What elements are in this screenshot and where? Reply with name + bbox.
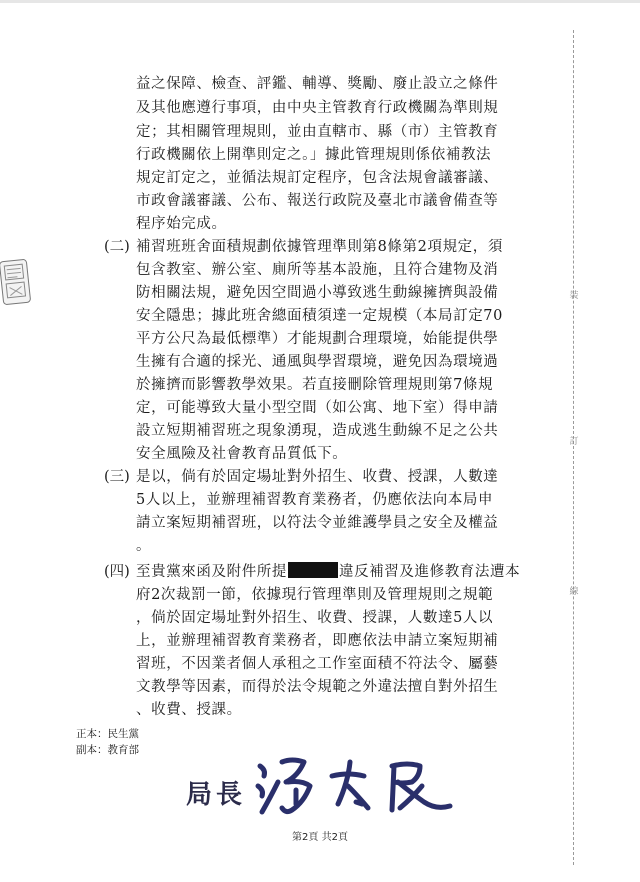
cc-copy: 副本：教育部 [76,744,139,756]
text-line: 習班，不因業者個人承租之工作室面積不符法令、屬藝 [136,656,499,672]
text-line: 安全隱患；據此班舍總面積須達一定規模（本局訂定70 [136,308,503,324]
director-signature [252,752,462,826]
text-line: 、收費、授課。 [136,702,242,718]
item-marker-3: (三) [104,469,130,485]
page-top-edge [0,0,640,3]
text-line: 益之保障、檢查、評鑑、輔導、獎勵、廢止設立之條件 [136,76,499,92]
text-line: 。 [136,538,152,554]
text-line: 請立案短期補習班，以符法令並維護學員之安全及權益 [136,515,499,531]
text-line: 設立短期補習班之現象湧現，造成逃生動線不足之公共 [136,423,499,439]
text-line: 定；其相關管理規則，並由直轄市、縣（市）主管教育 [136,124,499,140]
redaction-block [288,562,338,578]
text-line: 防相關法規，避免因空間過小導致逃生動線擁擠與設備 [136,285,499,301]
fold-mark-zhuang: 裝 [569,291,579,301]
text-line: 程序始完成。 [136,216,227,232]
item-marker-4: (四) [104,564,130,580]
item-marker-2: (二) [104,239,130,255]
text-line: 市政會議審議、公布、報送行政院及臺北市議會備查等 [136,193,499,209]
text-line: 是以，倘有於固定場址對外招生、收費、授課，人數達 [136,469,499,485]
text-line: 平方公尺為最低標準）才能規劃合理環境，始能提供學 [136,331,499,347]
text-line: 安全風險及社會教育品質低下。 [136,446,348,462]
text-line: 包含教室、辦公室、廁所等基本設施，且符合建物及消 [136,262,499,278]
text-line: 府2次裁罰一節，依據現行管理準則及管理規則之規範 [136,587,494,603]
page-number: 第2頁 共2頁 [292,832,348,843]
text-line: 生擁有合適的採光、通風與學習環境，避免因為環境過 [136,354,499,370]
text-line: 於擁擠而影響教學效果。若直接刪除管理規則第7條規 [136,377,494,393]
text-line-with-redaction [136,562,520,582]
fold-mark-xian: 線 [569,587,579,597]
text-line: 補習班班舍面積規劃依據管理準則第8條第2項規定，須 [136,239,503,255]
text-line: 及其他應遵行事項，由中央主管教育行政機關為準則規 [136,100,499,116]
cc-original: 正本：民生黨 [76,728,139,740]
text-line: 5人以上，並辦理補習教育業務者，仍應依法向本局申 [136,492,494,508]
binding-fold-line [573,30,574,865]
director-title: 局長 [186,780,247,810]
text-segment: 違反補習及進修教育法遭本 [339,564,521,580]
handwritten-signature [252,752,462,822]
text-line: ，倘於固定場址對外招生、收費、授課，人數達5人以 [136,610,494,626]
text-segment: 至貴黨來函及附件所提 [136,564,287,580]
text-line: 定，可能導致大量小型空間（如公寓、地下室）得申請 [136,400,499,416]
text-line: 規定訂定之，並循法規訂定程序，包含法規會議審議、 [136,170,499,186]
stamp-graphic [1,260,29,302]
text-line: 上，並辦理補習教育業務者，即應依法申請立案短期補 [136,633,499,649]
mail-delivery-stamp [0,259,31,306]
text-line: 文教學等因素，而得於法令規範之外違法擅自對外招生 [136,679,499,695]
fold-mark-ding: 訂 [569,437,579,447]
text-line: 行政機關依上開準則定之。」據此管理規則係依補教法 [136,147,492,163]
